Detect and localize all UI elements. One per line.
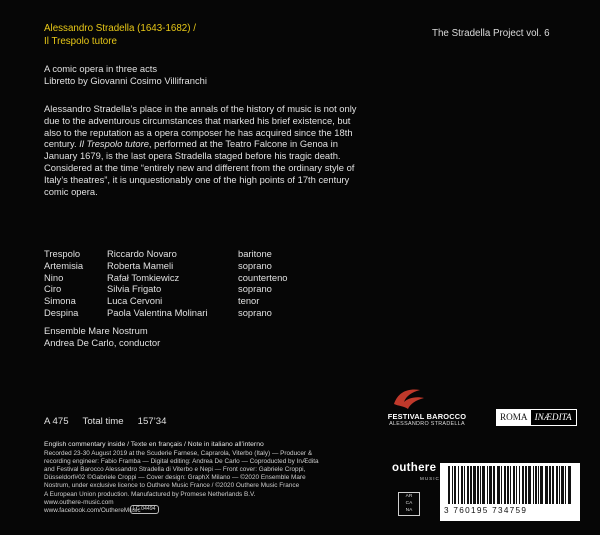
cast-row: [44, 260, 288, 272]
album-title: [44, 22, 264, 48]
composer-line: Alessandro Stradella (1643-1682) /: [44, 23, 196, 34]
arcana-logo: [398, 492, 420, 516]
barcode-bar: [461, 466, 463, 504]
barcode-bar: [559, 466, 560, 504]
outhere-music-text: MUSIC: [420, 476, 440, 481]
barcode-bar: [473, 466, 476, 504]
barcode-bar: [545, 466, 548, 504]
inaedita-text: INÆDITA: [531, 410, 576, 425]
work-title: Il Trespolo tutore: [44, 36, 117, 47]
credit-line: and Festival Barocco Alessandro Stradella di Viterbo e Nepi — Front cover: Gabriele Croppi,: [44, 466, 306, 474]
cast-list: [44, 248, 288, 319]
cast-singer: Riccardo Novaro: [107, 248, 177, 259]
cast-singer: Paola Valentina Molinari: [107, 306, 208, 318]
barcode-bar: [454, 466, 456, 504]
cast-voice: soprano: [238, 306, 272, 318]
credit-line: recording engineer: Fabio Framba — Digital editing: Andrea De Carlo — Coproducted by InÆdita: [44, 458, 319, 466]
outhere-logo: outhere: [392, 462, 437, 474]
barcode-number: 3 760195 734759: [444, 506, 528, 515]
arcana-line-1: AR: [405, 494, 413, 499]
barcode-bar: [540, 466, 543, 504]
credits-block: [44, 441, 396, 515]
credit-line: A European Union production. Manufactured by Promese Netherlands B.V.: [44, 490, 256, 498]
cast-row: [44, 283, 288, 295]
barcode-bar: [504, 466, 506, 504]
conductor: Andrea De Carlo, conductor: [44, 337, 161, 348]
barcode-bar: [458, 466, 459, 504]
barcode-bar: [538, 466, 539, 504]
cast-voice: baritone: [238, 248, 272, 259]
arcana-line-3: NA: [405, 508, 413, 513]
cast-voice: tenor: [238, 295, 260, 307]
barcode-bar: [549, 466, 551, 504]
credit-line: www.facebook.com/OuthereMusic: [44, 506, 141, 514]
cast-voice: counterteno: [238, 271, 288, 283]
barcode-bar: [535, 466, 537, 504]
description-italic-title: Il Trespolo tutore: [79, 138, 149, 150]
barcode-bar: [487, 466, 488, 504]
cast-singer: Silvia Frigato: [107, 283, 162, 295]
cast-row: [44, 295, 288, 307]
cast-singer: Luca Cervoni: [107, 295, 163, 307]
barcode-bar: [556, 466, 558, 504]
credit-line: Recorded 23-30 August 2019 at the Scuderie Farnese, Caprarola, Viterbo (Italy) — Producer &: [44, 450, 313, 458]
barcode-bar: [561, 466, 564, 504]
festival-flame-shape: [394, 390, 424, 409]
barcode-bar: [452, 466, 453, 504]
barcode-bar: [480, 466, 481, 504]
barcode-bar: [470, 466, 472, 504]
cast-role: Despina: [44, 306, 79, 318]
series-title: The Stradella Project vol. 6: [432, 28, 550, 39]
cast-row: [44, 307, 288, 319]
ensemble-block: [44, 325, 160, 349]
catalog-line: [44, 416, 166, 427]
festival-name: FESTIVAL BAROCCO: [387, 412, 467, 421]
barcode-bar: [568, 466, 571, 504]
subtitle-block: [44, 63, 207, 87]
description-part-1: Alessandro Stradella’s place in the annals of the history of music is not only due to the adventurous circumstances that marked his brief existence, but also to the reputation as a opera composer he has acquired since the 18th century.: [44, 103, 357, 150]
barcode-bar: [565, 466, 566, 504]
total-time-value: 157’34: [137, 416, 167, 427]
description-part-2: , performed at the Teatro Falcone in Genoa in January 1679, is the last opera Stradella staged before his tragic death. Considered at the time “entirely new and different from the ordinary style of Italy’s theatres”, it is unquestionably one of the high points of 17th century comic opera.: [44, 138, 355, 197]
barcode-bar: [525, 466, 527, 504]
barcode-bar: [519, 466, 520, 504]
roma-inaedita-logo: [496, 409, 577, 426]
barcode-bar: [501, 466, 502, 504]
barcode-bar: [464, 466, 465, 504]
subtitle-line-1: A comic opera in three acts: [44, 63, 158, 74]
cast-role: Nino: [44, 271, 64, 283]
festival-barocco-logo: [390, 384, 430, 410]
credit-line: www.outhere-music.com: [44, 498, 114, 506]
barcode-bar: [489, 466, 492, 504]
barcode-bar: [467, 466, 469, 504]
cast-voice: soprano: [238, 283, 272, 295]
cast-role: Trespolo: [44, 248, 81, 259]
cast-singer: Rafał Tomkiewicz: [107, 271, 180, 283]
barcode-bar: [522, 466, 524, 504]
barcode-bar: [497, 466, 500, 504]
cast-role: Ciro: [44, 283, 62, 295]
barcode-bar: [510, 466, 511, 504]
barcode-bar: [493, 466, 495, 504]
label-code: LC 04494: [130, 505, 159, 514]
festival-subtitle: ALESSANDRO STRADELLA: [389, 421, 465, 427]
barcode-bar: [528, 466, 531, 504]
ensemble-name: Ensemble Mare Nostrum: [44, 325, 148, 336]
cast-row: [44, 272, 288, 284]
roma-text: ROMA: [497, 410, 531, 425]
barcode-bar: [513, 466, 515, 504]
description: [44, 103, 362, 197]
barcode-bar: [448, 466, 450, 504]
cast-role: Simona: [44, 295, 76, 307]
credit-line: Düsseldorf#02 ©Gabriele Croppi — Cover design: GraphX Milano — ©2020 Ensemble Mare: [44, 474, 306, 482]
catalog-number: A 475: [44, 416, 69, 427]
credit-lines: [44, 450, 396, 515]
barcode: [440, 463, 580, 521]
barcode-bar: [516, 466, 517, 504]
cast-row: [44, 248, 288, 260]
barcode-bar: [507, 466, 509, 504]
barcode-bar: [477, 466, 479, 504]
barcode-bar: [533, 466, 534, 504]
barcode-bars: [448, 466, 572, 506]
barcode-bar: [482, 466, 485, 504]
cast-singer: Roberta Mameli: [107, 259, 174, 271]
commentary-languages: English commentary inside / Texte en français / Note in italiano all’interno: [44, 441, 264, 448]
credit-line: Nostrum, under exclusive licence to Outhere Music France / ©2020 Outhere Music France: [44, 482, 300, 490]
total-time-label: Total time: [82, 416, 124, 427]
arcana-line-2: CA: [405, 501, 413, 506]
cast-voice: soprano: [238, 259, 272, 271]
cast-role: Artemisia: [44, 259, 84, 271]
subtitle-line-2: Libretto by Giovanni Cosimo Villifranchi: [44, 75, 207, 86]
barcode-bar: [552, 466, 554, 504]
